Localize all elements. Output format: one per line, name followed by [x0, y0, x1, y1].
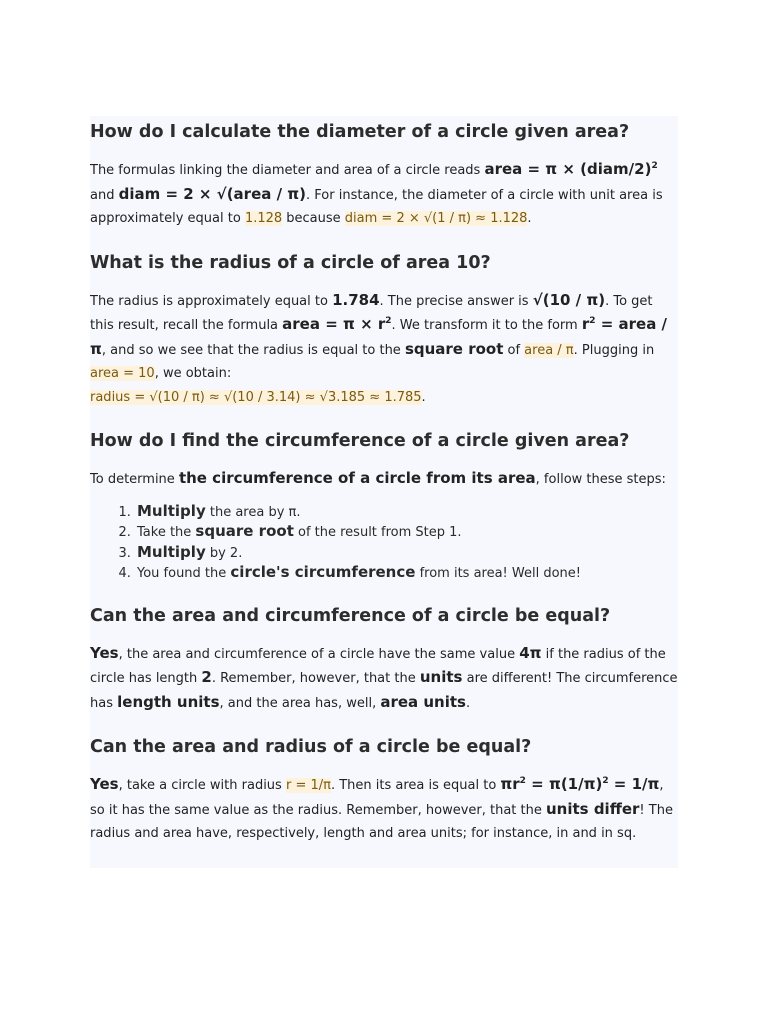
- faq-heading-area-circumference-equal: Can the area and circumference of a circle be equal?: [90, 605, 611, 626]
- bold-term: Multiply: [137, 542, 206, 561]
- bold-term: the circumference of a circle from its area: [178, 469, 536, 487]
- text: ! The radius and area have, respectively, length and area units; for instance, in and in sq.: [90, 802, 673, 841]
- text: and: [90, 187, 119, 203]
- text: The formulas linking the diameter and area of a circle reads: [90, 163, 485, 178]
- bold-value: 2: [201, 668, 212, 686]
- text: by 2.: [205, 545, 243, 561]
- text: are different! The circumference has: [90, 671, 678, 711]
- list-item: [135, 502, 678, 523]
- faq-heading-radius: What is the radius of a circle of area 10?: [90, 252, 491, 273]
- text: , and so we see that the radius is equal to the: [101, 342, 405, 358]
- faq-heading-diameter: How do I calculate the diameter of a circle given area?: [90, 122, 630, 142]
- bold-formula: = 1/π: [608, 775, 660, 793]
- text: from its area! Well done!: [415, 566, 582, 581]
- text: The radius is approximately equal to: [90, 293, 333, 309]
- highlight-formula: diam = 2 × √(1 / π) ≈ 1.128: [344, 211, 528, 226]
- list-item: [135, 522, 678, 543]
- list-item: [135, 543, 678, 564]
- faq-heading-area-radius-equal: Can the area and radius of a circle be equal?: [90, 737, 532, 757]
- text: . Then its area is equal to: [330, 778, 501, 793]
- bold-value: 4π: [519, 643, 542, 662]
- text: You found the: [137, 566, 231, 581]
- text: , and the area has, well,: [219, 695, 381, 711]
- bold-term: circle's circumference: [230, 563, 416, 581]
- formula-area: area = π × (diam/2): [484, 160, 652, 178]
- steps-list: [90, 502, 678, 584]
- bold-term: square root: [195, 522, 294, 540]
- text: .: [421, 389, 426, 405]
- text: . Remember, however, that the: [211, 671, 420, 686]
- text: , we obtain:: [154, 366, 232, 381]
- text: because: [282, 211, 345, 226]
- highlight-formula: area / π: [524, 342, 574, 358]
- list-item: [135, 563, 678, 584]
- bold-term: units differ: [546, 799, 640, 818]
- highlight-formula: radius = √(10 / π) ≈ √(10 / 3.14) ≈ √3.185 ≈ 1.785: [90, 389, 422, 405]
- faq-answer-circumference: [90, 467, 678, 492]
- superscript: 2: [589, 316, 596, 326]
- bold-term: Yes: [90, 775, 119, 793]
- faq-answer-diameter: [90, 158, 678, 231]
- highlight-value: 1.128: [244, 211, 283, 226]
- text: To determine: [90, 472, 179, 487]
- text: . We transform it to the form: [391, 318, 582, 333]
- text: , so it has the same value as the radius. Remember, however, that the: [90, 778, 664, 818]
- bold-term: length units: [117, 692, 220, 711]
- text: . To get this result, recall the formula: [90, 293, 653, 333]
- bold-formula: = area / π: [90, 315, 668, 358]
- bold-formula: = π(1/π): [525, 775, 603, 793]
- faq-answer-radius: [90, 289, 678, 410]
- faq-answer-area-circumference-equal: [90, 642, 678, 716]
- text: .: [465, 695, 471, 711]
- faq-heading-circumference: How do I find the circumference of a circle given area?: [90, 431, 630, 451]
- superscript: 2: [519, 776, 526, 786]
- bold-term: Multiply: [137, 501, 206, 520]
- bold-formula: πr: [500, 775, 520, 793]
- text: .: [527, 211, 532, 226]
- text: if the radius of the circle has length: [90, 646, 666, 686]
- superscript: 2: [651, 161, 658, 171]
- text: . The precise answer is: [379, 293, 533, 309]
- bold-formula: √(10 / π): [532, 290, 606, 309]
- text: , the area and circumference of a circle have the same value: [118, 646, 520, 662]
- text: Take the: [137, 525, 196, 540]
- faq-content: [90, 118, 678, 846]
- text: . For instance, the diameter of a circle with unit area is approximately equal to: [90, 187, 663, 226]
- bold-term: Yes: [90, 643, 119, 662]
- bold-term: area units: [380, 692, 466, 711]
- superscript: 2: [385, 316, 392, 326]
- bold-formula: r: [581, 315, 590, 333]
- bold-term: units: [419, 668, 463, 686]
- text: of: [503, 342, 525, 358]
- formula-diam: diam = 2 × √(area / π): [118, 184, 307, 203]
- bold-value: 1.784: [332, 290, 380, 309]
- text: . Plugging in: [573, 342, 655, 358]
- text: the area by π.: [205, 504, 301, 520]
- highlight-formula: area = 10: [90, 366, 155, 381]
- bold-term: square root: [404, 339, 504, 358]
- superscript: 2: [602, 776, 609, 786]
- faq-answer-area-radius-equal: [90, 773, 678, 846]
- text: , follow these steps:: [535, 472, 666, 487]
- highlight-formula: r = 1/π: [285, 778, 331, 793]
- bold-formula: area = π × r: [282, 315, 386, 333]
- text: of the result from Step 1.: [293, 525, 462, 540]
- text: , take a circle with radius: [118, 778, 286, 793]
